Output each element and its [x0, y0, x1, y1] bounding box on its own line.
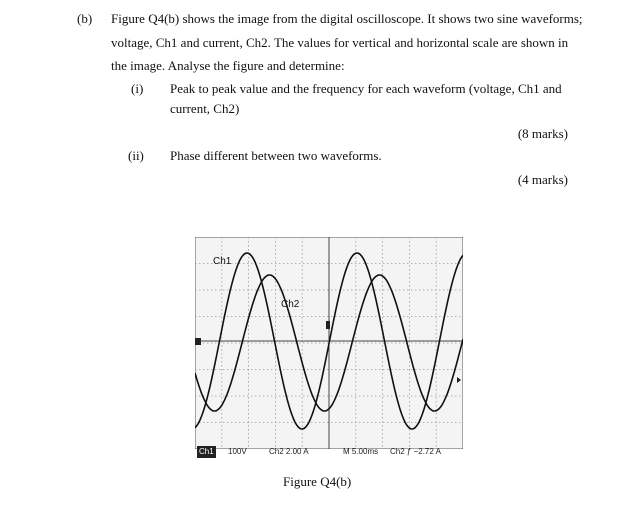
intro-line-1: Figure Q4(b) shows the image from the digital oscilloscope. It shows two sine waveforms;	[111, 11, 583, 26]
item-1-number: (i)	[131, 81, 144, 96]
item-2-number: (ii)	[128, 148, 144, 163]
trigger-position-marker	[326, 321, 330, 329]
item-1-marks: (8 marks)	[517, 126, 568, 141]
ground-marker	[195, 338, 201, 345]
status-ch1-scale: 100V	[228, 447, 247, 456]
ch1-trace-label: Ch1	[213, 256, 232, 267]
part-label: (b)	[77, 11, 93, 26]
status-ch2-scale: Ch2 2.00 A	[269, 447, 309, 456]
status-ch1-tag: Ch1	[199, 447, 214, 456]
figure-caption: Figure Q4(b)	[283, 474, 352, 489]
scope-status-bar	[195, 446, 463, 458]
item-1-line-2: current, Ch2)	[170, 101, 240, 116]
intro-line-3: the image. Analyse the figure and determine:	[111, 58, 345, 73]
item-2-marks: (4 marks)	[517, 172, 568, 187]
intro-line-2: voltage, Ch1 and current, Ch2. The values for vertical and horizontal scale are shown in	[111, 35, 569, 50]
ch2-trace-label: Ch2	[281, 299, 300, 310]
status-trigger: Ch2 ƒ −2.72 A	[390, 447, 441, 456]
oscilloscope-screen	[195, 237, 463, 449]
item-2-line-1: Phase different between two waveforms.	[170, 148, 382, 163]
status-time-scale: M 5.00ms	[343, 447, 379, 456]
item-1-line-1: Peak to peak value and the frequency for each waveform (voltage, Ch1 and	[170, 81, 562, 96]
